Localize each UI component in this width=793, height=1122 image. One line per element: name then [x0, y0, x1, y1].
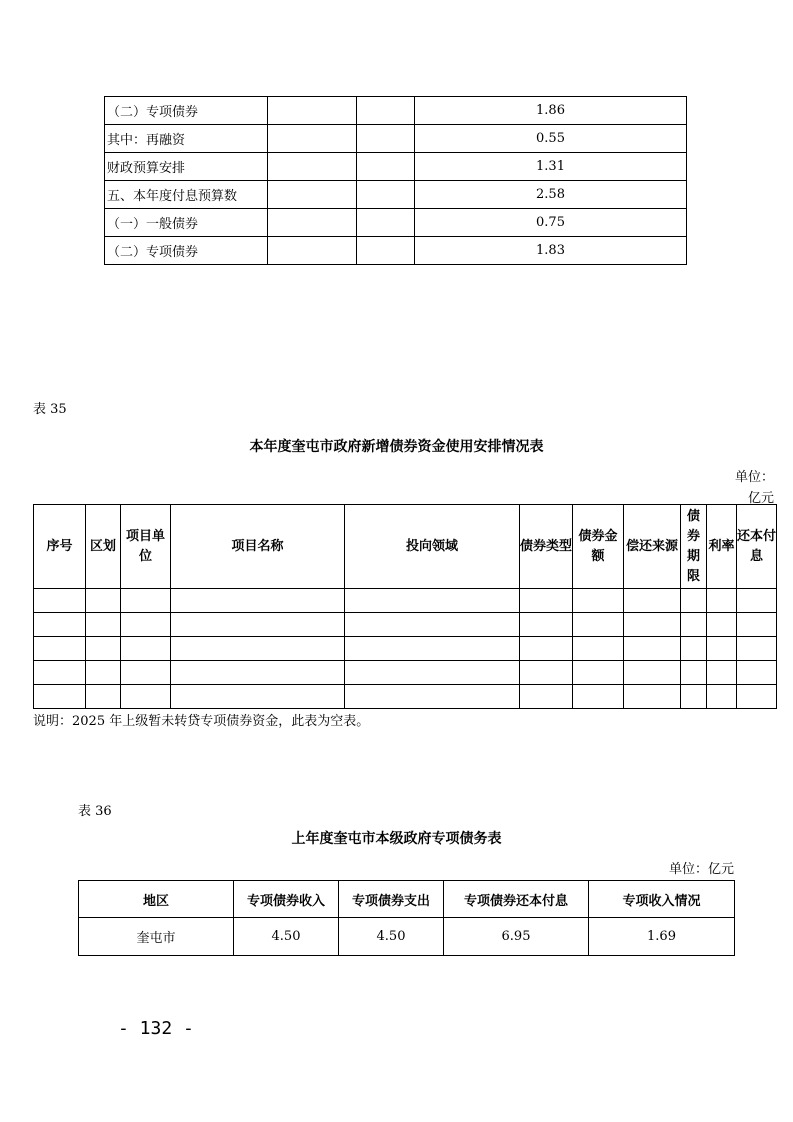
row-value: 1.86: [415, 97, 687, 125]
table35-unit: 单位： 亿元: [734, 470, 774, 506]
table36-unit: 单位：亿元: [668, 862, 734, 877]
table-row: [34, 685, 777, 709]
table-header-row: [34, 505, 777, 589]
table-cell: 1.69: [589, 918, 735, 956]
table-row: [34, 637, 777, 661]
table-row: [34, 613, 777, 637]
header-cell: 区划: [86, 505, 121, 589]
header-cell: 债券类型: [520, 505, 573, 589]
header-cell: 债券期限: [681, 505, 707, 589]
table-cell: 4.50: [234, 918, 339, 956]
table35: [33, 504, 777, 709]
header-cell: 专项收入情况: [589, 881, 735, 918]
table36-caption: 表 36: [78, 804, 112, 819]
table-row: [105, 209, 687, 237]
table-row: [34, 661, 777, 685]
row-label: 其中：再融资: [105, 125, 268, 153]
table-row: [79, 918, 735, 956]
table-cell: 奎屯市: [79, 918, 234, 956]
table36-title: 上年度奎屯市本级政府专项债务表: [291, 831, 502, 847]
header-cell: 偿还来源: [624, 505, 681, 589]
header-cell: 地区: [79, 881, 234, 918]
header-cell: 序号: [34, 505, 86, 589]
row-value: 1.83: [415, 237, 687, 265]
table-cell: 6.95: [444, 918, 589, 956]
header-cell: 专项债券收入: [234, 881, 339, 918]
table-row: [34, 589, 777, 613]
top-budget-table: [104, 96, 687, 265]
header-cell: 项目单位: [121, 505, 171, 589]
row-label: （二）专项债券: [105, 237, 268, 265]
header-cell: 专项债券支出: [339, 881, 444, 918]
table-row: [105, 237, 687, 265]
table36: [78, 880, 735, 956]
row-value: 1.31: [415, 153, 687, 181]
header-cell: 债券金额: [573, 505, 624, 589]
header-cell: 专项债券还本付息: [444, 881, 589, 918]
table-row: [105, 97, 687, 125]
header-cell: 项目名称: [171, 505, 345, 589]
row-label: （一）一般债券: [105, 209, 268, 237]
table-row: [105, 125, 687, 153]
table-cell: 4.50: [339, 918, 444, 956]
table-header-row: [79, 881, 735, 918]
table-row: [105, 181, 687, 209]
table35-note: 说明：2025 年上级暂未转贷专项债券资金，此表为空表。: [33, 714, 370, 729]
row-value: 2.58: [415, 181, 687, 209]
row-label: 财政预算安排: [105, 153, 268, 181]
header-cell: 还本付息: [737, 505, 777, 589]
row-value: 0.55: [415, 125, 687, 153]
table-row: [105, 153, 687, 181]
header-cell: 利率: [707, 505, 737, 589]
table35-title: 本年度奎屯市政府新增债券资金使用安排情况表: [249, 439, 544, 455]
row-label: 五、本年度付息预算数: [105, 181, 268, 209]
page-number: - 132 -: [118, 1018, 194, 1039]
row-value: 0.75: [415, 209, 687, 237]
table35-caption: 表 35: [33, 402, 67, 417]
row-label: （二）专项债券: [105, 97, 268, 125]
header-cell: 投向领域: [345, 505, 520, 589]
